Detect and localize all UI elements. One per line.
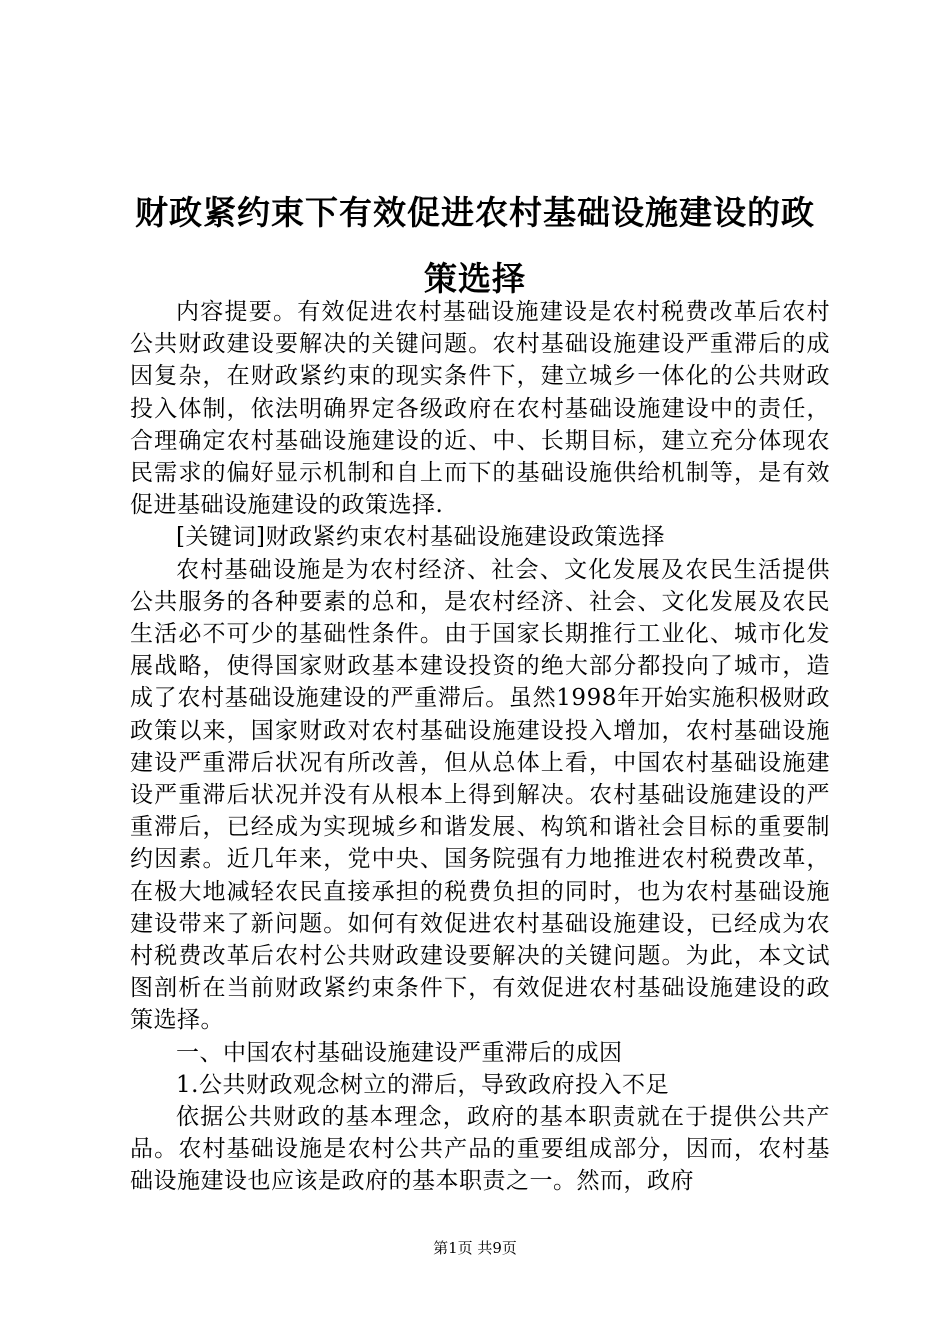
document-body — [130, 296, 830, 1198]
section-heading: 一、中国农村基础设施建设严重滞后的成因 — [176, 1039, 623, 1066]
abstract-paragraph: 内容提要。有效促进农村基础设施建设是农村税费改革后农村公共财政建设要解决的关键问题。农村基础设施建设严重滞后的成因复杂，在财政紧约束的现实条件下，建立城乡一体化的公共财政投入体制，依法明确界定各级政府在农村基础设施建设中的责任，合理确定农村基础设施建设的近、中、长期目标，建立充分体现农民需求的偏好显示机制和自上而下的基础设施供给机制等，是有效促进基础设施建设的政策选择. — [130, 299, 830, 519]
subsection-heading: 1.公共财政观念树立的滞后，导致政府投入不足 — [176, 1071, 669, 1098]
page-footer: 第1页 共9页 — [433, 1239, 517, 1257]
body-paragraph: 依据公共财政的基本理念，政府的基本职责就在于提供公共产品。农村基础设施是农村公共产品的重要组成部分，因而，农村基础设施建设也应该是政府的基本职责之一。然而，政府 — [130, 1104, 830, 1195]
keywords-paragraph: [关键词]财政紧约束农村基础设施建设政策选择 — [176, 524, 665, 551]
document-title: 财政紧约束下有效促进农村基础设施建设的政策选择 — [135, 193, 815, 298]
intro-paragraph: 农村基础设施是为农村经济、社会、文化发展及农民生活提供公共服务的各种要素的总和，是农村经济、社会、文化发展及农民生活必不可少的基础性条件。由于国家长期推行工业化、城市化发展战略，使得国家财政基本建设投资的绝大部分都投向了城市，造成了农村基础设施建设的严重滞后。虽然1998年开始实施积极财政政策以来，国家财政对农村基础设施建设投入增加，农村基础设施建设严重滞后状况有所改善，但从总体上看，中国农村基础设施建设严重滞后状况并没有从根本上得到解决。农村基础设施建设的严重滞后，已经成为实现城乡和谐发展、构筑和谐社会目标的重要制约因素。近几年来，党中央、国务院强有力地推进农村税费改革，在极大地减轻农民直接承担的税费负担的同时，也为农村基础设施建设带来了新问题。如何有效促进农村基础设施建设，已经成为农村税费改革后农村公共财政建设要解决的关键问题。为此，本文试图剖析在当前财政紧约束条件下，有效促进农村基础设施建设的政策选择。 — [130, 556, 830, 1034]
